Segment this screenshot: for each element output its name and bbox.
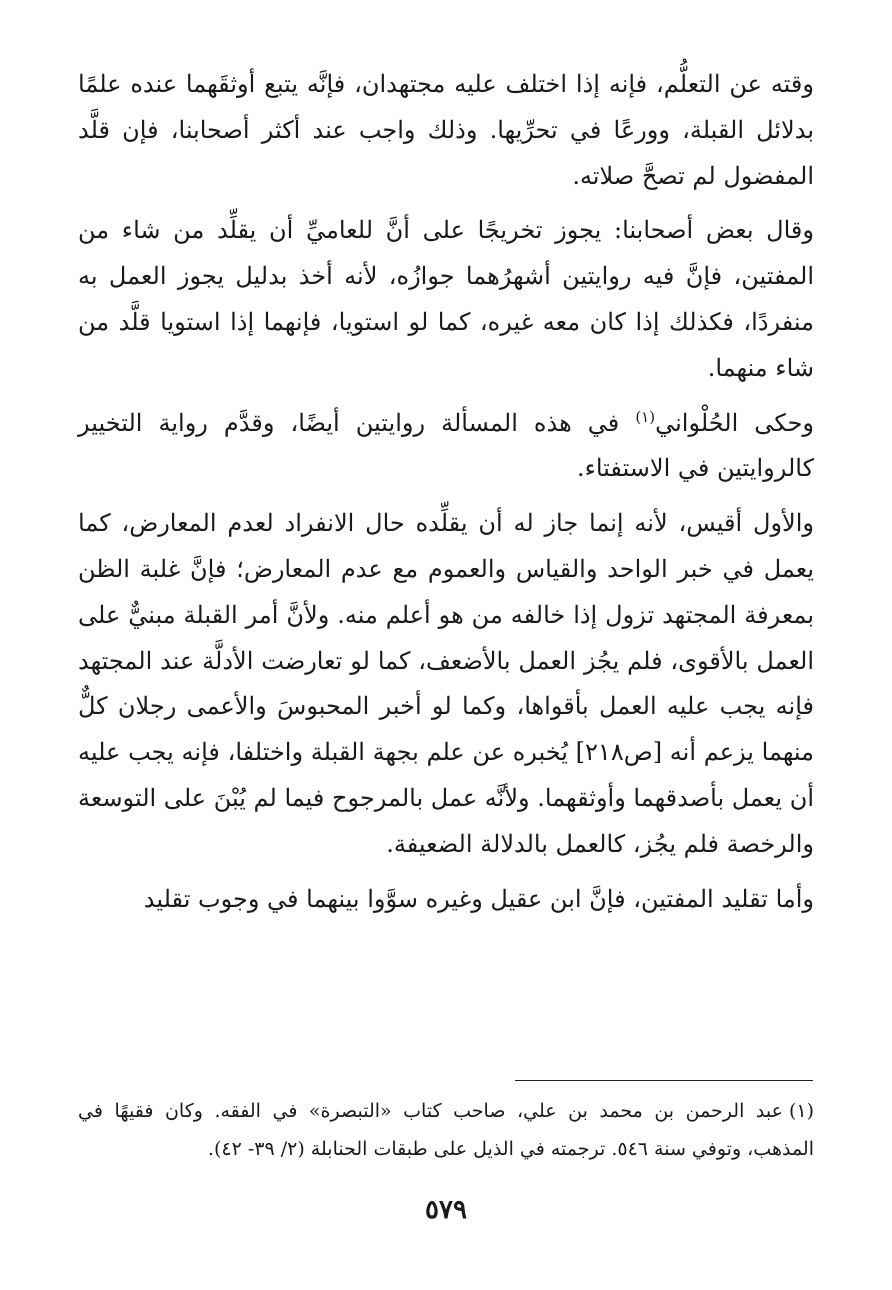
page-number: ٥٧٩ (425, 1195, 467, 1225)
paragraph-3-lead: وحكى الحُلْواني (655, 408, 814, 437)
footnote-separator (515, 1080, 813, 1081)
paragraph-3-rest: في هذه المسألة روايتين أيضًا، وقدَّم رواية التخيير كالروايتين في الاستفتاء. (78, 408, 814, 483)
footnote-marker: (١) (788, 1100, 814, 1122)
footnote-reference[interactable]: (١) (635, 407, 656, 426)
footnote-1 (78, 1092, 814, 1168)
footnote-text: عبد الرحمن بن محمد بن علي، صاحب كتاب «التبصرة» في الفقه. وكان فقيهًا في المذهب، وتوفي سنة ٥٤٦. ترجمته في الذيل على طبقات الحنابلة (٢/ ٣٩- ٤٢). (78, 1100, 814, 1160)
paragraph-5: وأما تقليد المفتين، فإنَّ ابن عقيل وغيره سوَّوا بينهما في وجوب تقليد (143, 884, 814, 913)
paragraph-4: والأول أقيس، لأنه إنما جاز له أن يقلِّده حال الانفراد لعدم المعارض، كما يعمل في خبر الواحد والقياس والعموم مع عدم المعارض؛ فإنَّ غلبة الظن بمعرفة المجتهد تزول إذا خالفه من هو أعلم منه. ولأنَّ أمر القبلة مبنيٌّ على العمل بالأقوى، فلم يجُز العمل بالأضعف، كما لو تعارضت الأدلَّة عند المجتهد فإنه يجب عليه العمل بأقواها، وكما لو أخبر المحبوسَ والأعمى رجلان كلٌّ منهما يزعم أنه [ص٢١٨] يُخبره عن علم بجهة القبلة واختلفا، فإنه يجب عليه أن يعمل بأصدقهما وأوثقهما. ولأنَّه عمل بالمرجوح فيما لم يُبْنَ على التوسعة والرخصة فلم يجُز، كالعمل بالدلالة الضعيفة. (78, 509, 815, 858)
footnotes (78, 1092, 814, 1168)
paragraph-1: وقته عن التعلُّم، فإنه إذا اختلف عليه مجتهدان، فإنَّه يتبع أوثقَهما عنده علمًا بدلائل القبلة، وورعًا في تحرِّيها. وذلك واجب عند أكثر أصحابنا، فإن قلَّد المفضول لم تصحَّ صلاته. (78, 70, 815, 190)
paragraph-2: وقال بعض أصحابنا: يجوز تخريجًا على أنَّ للعاميِّ أن يقلِّد من شاء من المفتين، فإنَّ فيه روايتين أشهرُهما جوازُه، لأنه أخذ بدليل يجوز العمل به منفردًا، فكذلك إذا كان معه غيره، كما لو استويا، فإنهما إذا استويا قلَّد من شاء منهما. (78, 216, 814, 382)
paragraph-3 (78, 401, 814, 493)
main-text (78, 62, 814, 922)
